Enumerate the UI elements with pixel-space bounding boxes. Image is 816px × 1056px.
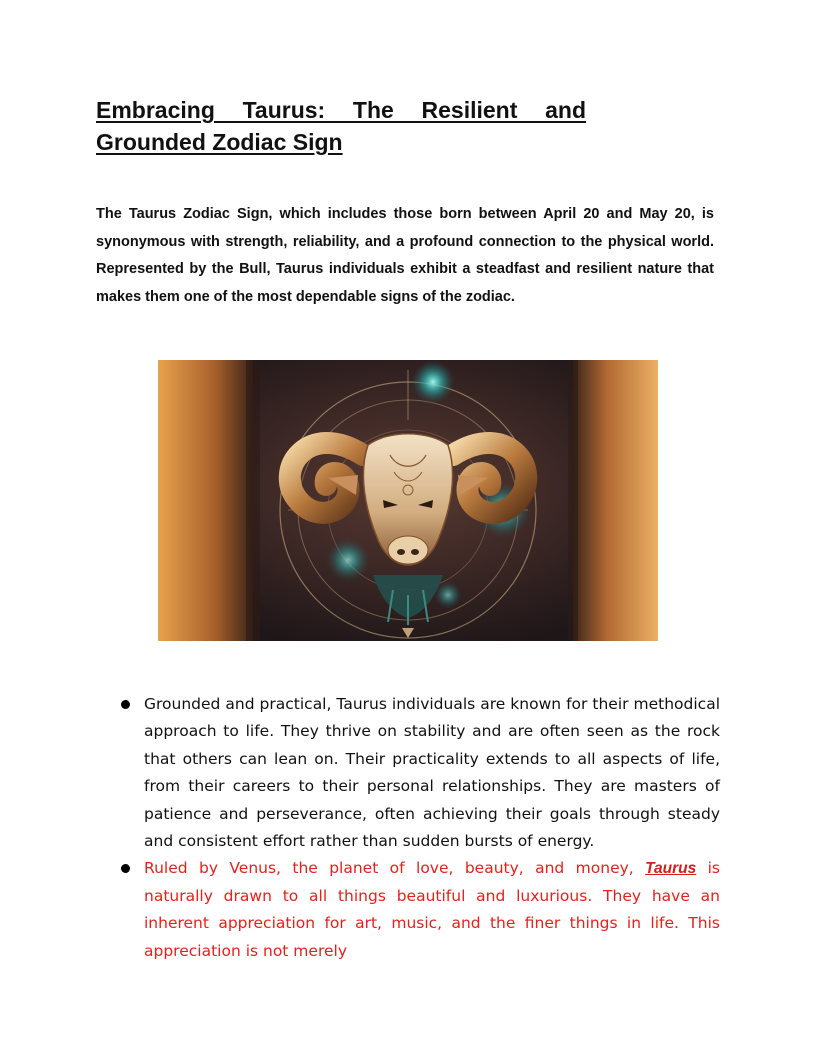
taurus-link[interactable]: Taurus <box>645 860 697 878</box>
bullet-text-after: is naturally drawn to all things beautiful and luxurious. They have an inherent appreciation for art, music, and the finer things in life. This appreciation is not merely <box>144 859 720 960</box>
page-title: Embracing Taurus: The Resilient and Grounded Zodiac Sign <box>96 97 586 155</box>
bullet-dot-icon <box>121 700 130 709</box>
bullet-dot-icon <box>121 864 130 873</box>
bullet-list <box>96 691 720 965</box>
intro-paragraph: The Taurus Zodiac Sign, which includes those born between April 20 and May 20, is synonymous with strength, reliability, and a profound connection to the physical world. Represented by the Bull, Taurus individuals exhibit a steadfast and resilient nature that makes them one of the most dependable signs of the zodiac. <box>96 206 714 305</box>
bullet-text-before: Ruled by Venus, the planet of love, beauty, and money, <box>144 859 646 878</box>
list-item <box>96 855 720 965</box>
taurus-bull-illustration <box>158 360 658 641</box>
bull-illustration-icon <box>158 360 658 641</box>
list-item <box>96 691 720 855</box>
bullet-text: Grounded and practical, Taurus individuals are known for their methodical approach to life. They thrive on stability and are often seen as the rock that others can lean on. Their practicality extends to all aspects of life, from their careers to their personal relationships. They are masters of patience and perseverance, often achieving their goals through steady and consistent effort rather than sudden bursts of energy. <box>144 695 720 851</box>
